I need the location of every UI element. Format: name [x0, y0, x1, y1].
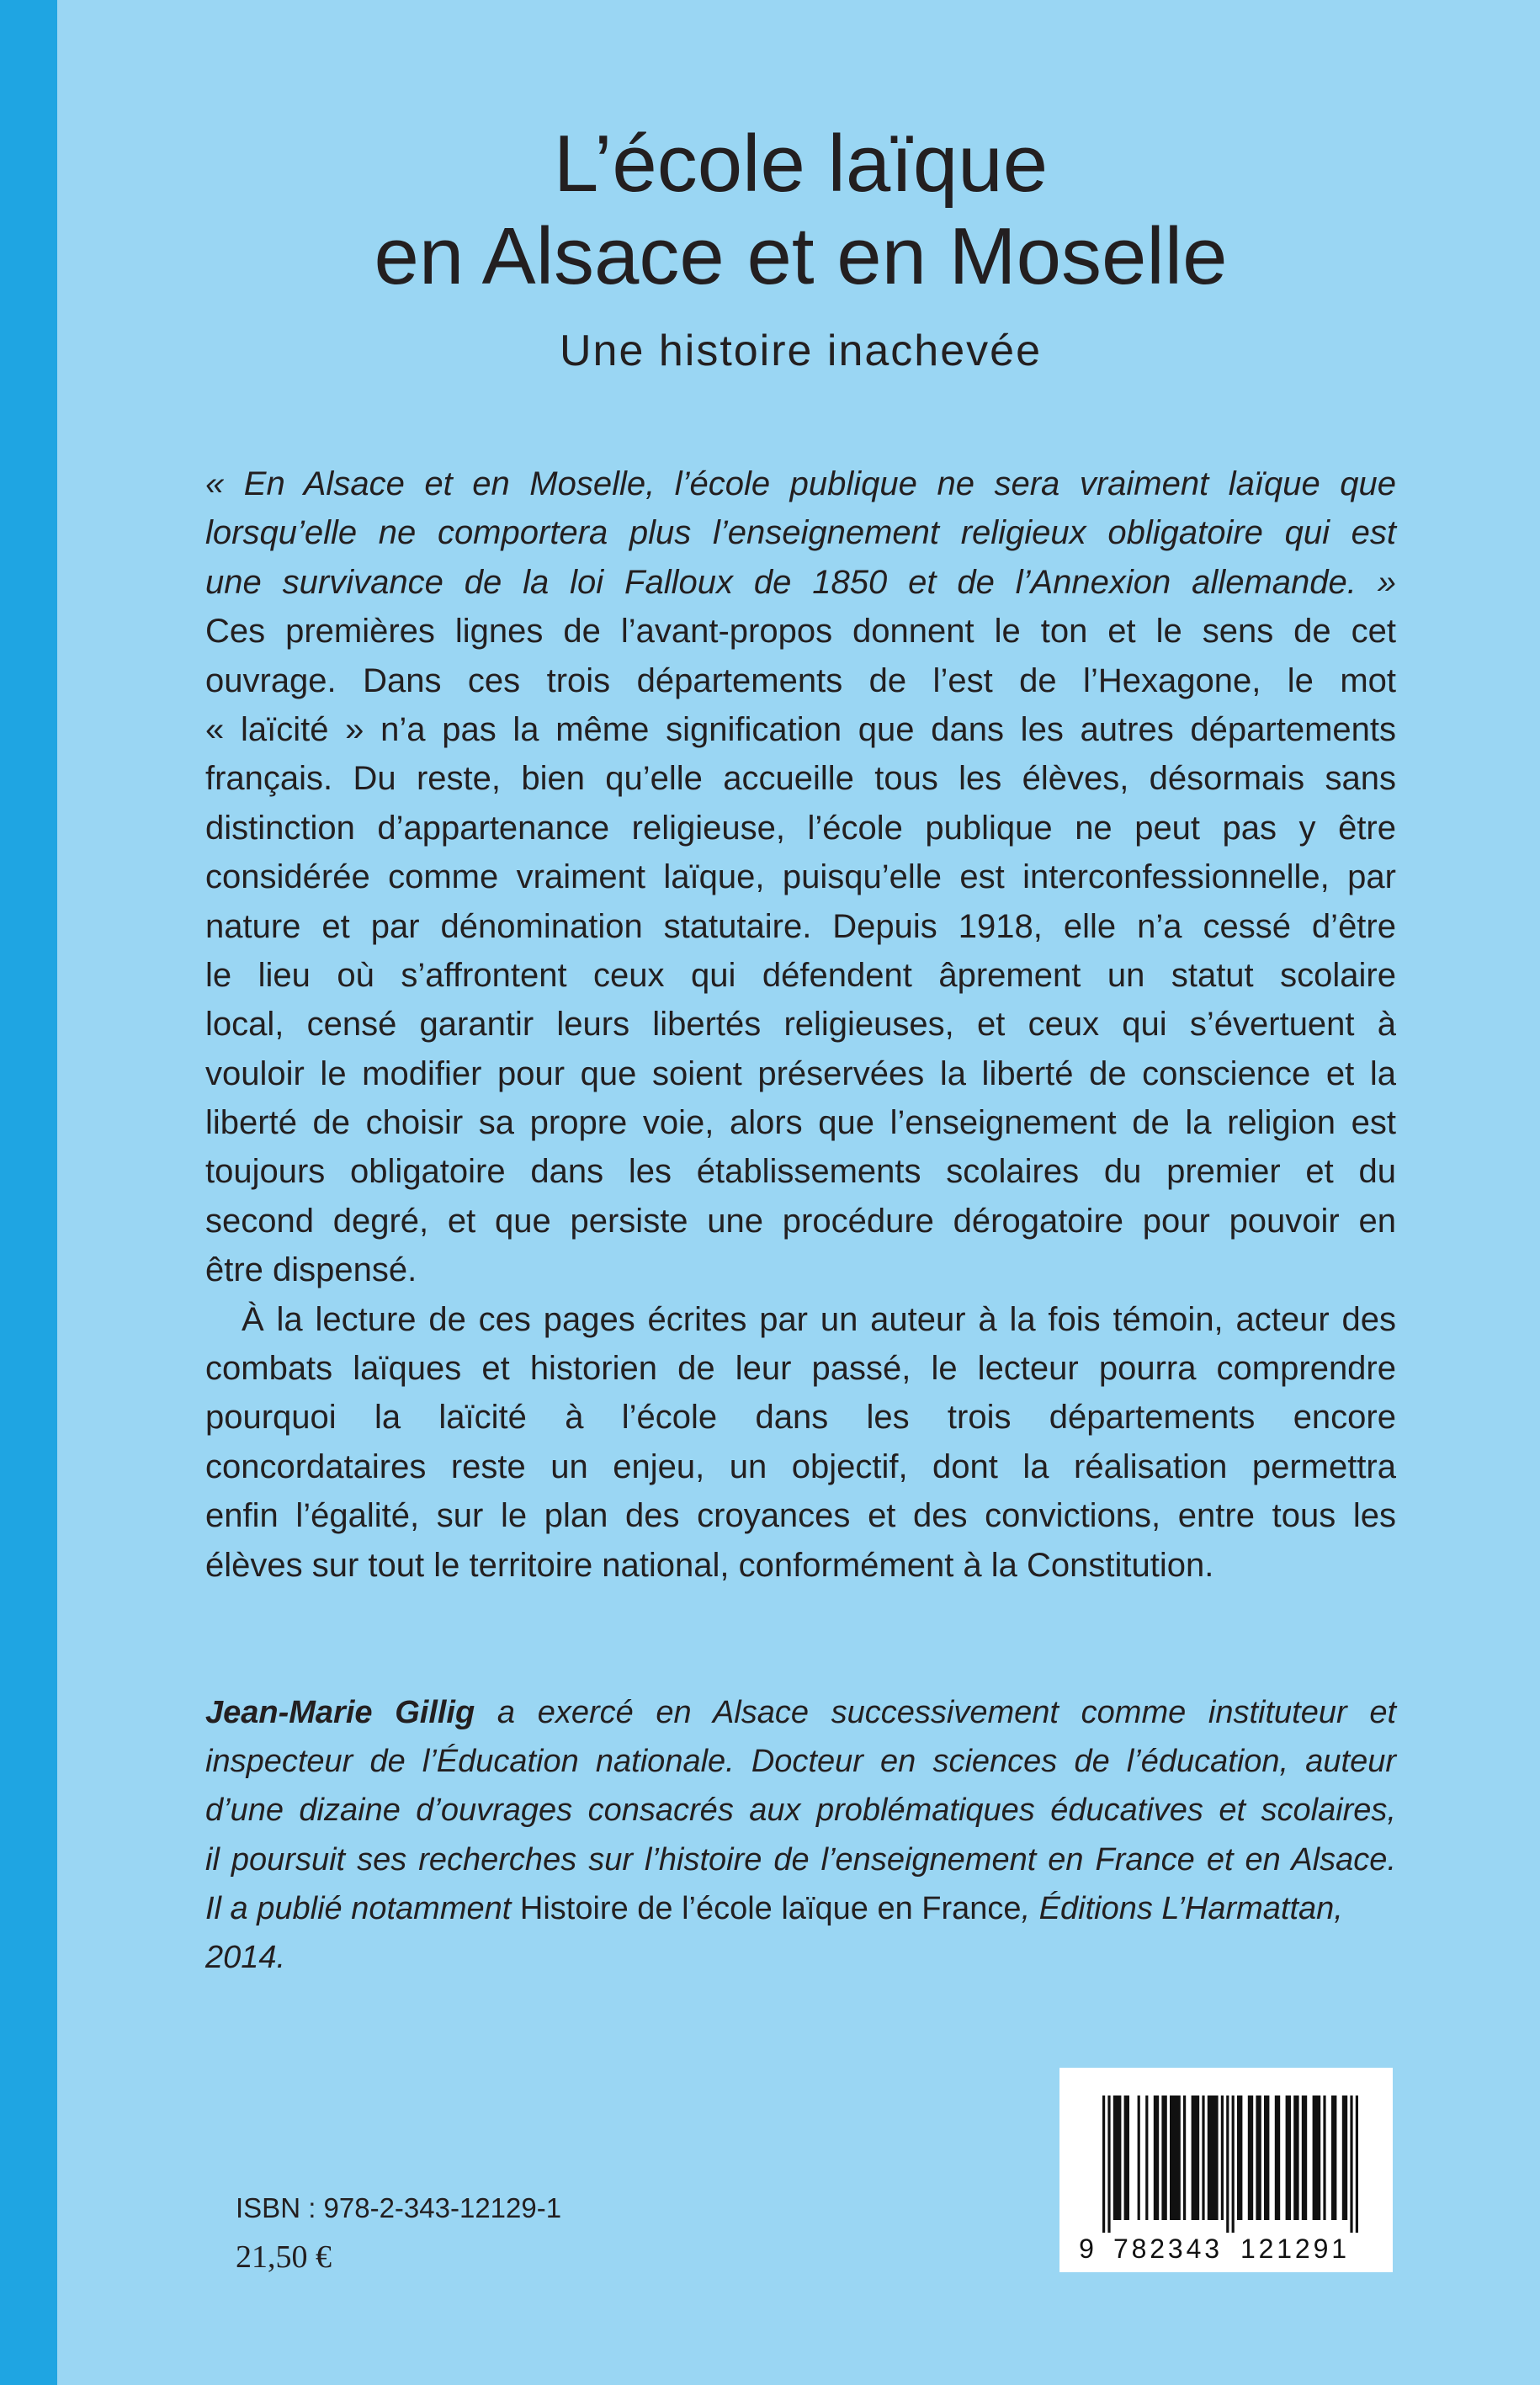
barcode-bar [1124, 2096, 1129, 2220]
barcode-guard-bar [1102, 2096, 1105, 2233]
author-bio-line: 2014. [205, 1939, 286, 1975]
summary-paragraph-line: combats laïques et historien de leur passé, le lecteur pourra comprendre [205, 1350, 1396, 1388]
barcode-bar [1275, 2096, 1280, 2220]
author-bio-line: d’une dizaine d’ouvrages consacrés aux problématiques éducatives et scolaires, [205, 1793, 1396, 1829]
author-name: Jean-Marie Gillig [205, 1695, 475, 1730]
book-title [205, 118, 1396, 303]
summary-paragraph-line: enfin l’égalité, sur le plan des croyances et des convictions, entre tous les [205, 1497, 1396, 1535]
barcode-right-digits: 121291 [1240, 2234, 1346, 2264]
barcode-bar [1286, 2096, 1291, 2220]
summary-paragraph-line: distinction d’appartenance religieuse, l’école publique ne peut pas y être [205, 809, 1396, 847]
ean13-barcode [1059, 2068, 1393, 2272]
barcode-bar [1113, 2096, 1122, 2220]
author-bio-line [205, 1688, 1396, 1737]
barcode-bar [1192, 2096, 1200, 2220]
author-bio-line: inspecteur de l’Éducation nationale. Docteur en sciences de l’éducation, auteur [205, 1744, 1396, 1780]
summary-paragraph-line: être dispensé. [205, 1251, 417, 1289]
summary-paragraph-line: français. Du reste, bien qu’elle accueille tous les élèves, désormais sans [205, 760, 1396, 798]
summary-quote-line: « En Alsace et en Moselle, l’école publique ne sera vraiment laïque que [205, 465, 1396, 502]
author-bio-line [205, 1884, 1396, 1933]
summary-paragraph-line: liberté de choisir sa propre voie, alors que l’enseignement de la religion est [205, 1104, 1396, 1142]
back-cover-summary [205, 459, 1396, 1590]
barcode-box [1059, 2068, 1393, 2272]
barcode-bar [1293, 2096, 1298, 2220]
summary-paragraph-line: considérée comme vraiment laïque, puisqu’elle est interconfessionnelle, par [205, 858, 1396, 896]
barcode-bar [1138, 2096, 1140, 2220]
book-subtitle: Une histoire inachevée [560, 327, 1042, 375]
summary-paragraph-line: vouloir le modifier pour que soient préservées la liberté de conscience et la [205, 1054, 1396, 1092]
barcode-bar [1248, 2096, 1253, 2220]
summary-paragraph-line: nature et par dénomination statutaire. Depuis 1918, elle n’a cessé d’être [205, 907, 1396, 945]
barcode-bar [1161, 2096, 1166, 2220]
barcode-guard-bar [1226, 2096, 1229, 2233]
barcode-bar [1302, 2096, 1307, 2220]
barcode-bar [1208, 2096, 1219, 2220]
barcode-first-digit: 9 [1079, 2234, 1094, 2264]
author-bio-text: Il a publié notamment [205, 1890, 512, 1926]
cited-book-title: Histoire de l’école laïque en France [519, 1890, 1022, 1926]
barcode-bar [1202, 2096, 1204, 2220]
barcode-bars [1102, 2096, 1358, 2233]
price-label: 21,50 € [236, 2239, 332, 2275]
barcode-bar [1145, 2096, 1148, 2220]
summary-paragraph-line: À la lecture de ces pages écrites par un auteur à la fois témoin, acteur des [242, 1300, 1396, 1338]
summary-quote-line: une survivance de la loi Falloux de 1850 et de l’Annexion allemande. » [205, 563, 1396, 601]
spine-edge-stripe [0, 0, 57, 2385]
barcode-bar [1183, 2096, 1186, 2220]
summary-paragraph-line: local, censé garantir leurs libertés religieuses, et ceux qui s’évertuent à [205, 1006, 1396, 1044]
barcode-bar [1221, 2096, 1224, 2220]
barcode-bar [1264, 2096, 1269, 2220]
author-bio [205, 1688, 1396, 1982]
summary-paragraph-line: Ces premières lignes de l’avant-propos donnent le ton et le sens de cet [205, 613, 1396, 651]
barcode-bar [1237, 2096, 1242, 2220]
summary-paragraph-line: le lieu où s’affrontent ceux qui défendent âprement un statut scolaire [205, 956, 1396, 994]
barcode-bar [1313, 2096, 1321, 2220]
summary-paragraph-line: pourquoi la laïcité à l’école dans les trois départements encore [205, 1399, 1396, 1437]
barcode-guard-bar [1350, 2096, 1352, 2233]
author-bio-text: a exercé en Alsace successivement comme instituteur et [497, 1695, 1397, 1730]
author-bio-line: il poursuit ses recherches sur l’histoire de l’enseignement en France et en Alsace. [205, 1841, 1396, 1878]
barcode-bar [1323, 2096, 1325, 2220]
summary-quote-line: lorsqu’elle ne comportera plus l’enseignement religieux obligatoire qui est [205, 514, 1396, 552]
barcode-bar [1256, 2096, 1261, 2220]
title-line-2: en Alsace et en Moselle [374, 211, 1228, 301]
barcode-guard-bar [1356, 2096, 1358, 2233]
summary-paragraph-line: toujours obligatoire dans les établissements scolaires du premier et du [205, 1153, 1396, 1191]
barcode-bar [1154, 2096, 1159, 2220]
summary-paragraph-line: « laïcité » n’a pas la même signification que dans les autres départements [205, 710, 1396, 748]
title-line-1: L’école laïque [553, 119, 1049, 209]
author-bio-text: , Éditions L’Harmattan, [1021, 1890, 1343, 1926]
summary-paragraph-line: ouvrage. Dans ces trois départements de l’est de l’Hexagone, le mot [205, 661, 1396, 699]
summary-paragraph-line: second degré, et que persiste une procédure dérogatoire pour pouvoir en [205, 1202, 1396, 1240]
barcode-guard-bar [1107, 2096, 1110, 2233]
summary-paragraph-line: concordataires reste un enjeu, un objectif, dont la réalisation permettra [205, 1447, 1396, 1485]
isbn-label: ISBN : 978-2-343-12129-1 [236, 2192, 562, 2223]
barcode-left-digits: 782343 [1113, 2234, 1219, 2264]
barcode-bar [1170, 2096, 1181, 2220]
barcode-guard-bar [1232, 2096, 1235, 2233]
summary-paragraph-line: élèves sur tout le territoire national, conformément à la Constitution. [205, 1546, 1214, 1584]
barcode-bar [1331, 2096, 1336, 2220]
barcode-bar [1342, 2096, 1347, 2220]
